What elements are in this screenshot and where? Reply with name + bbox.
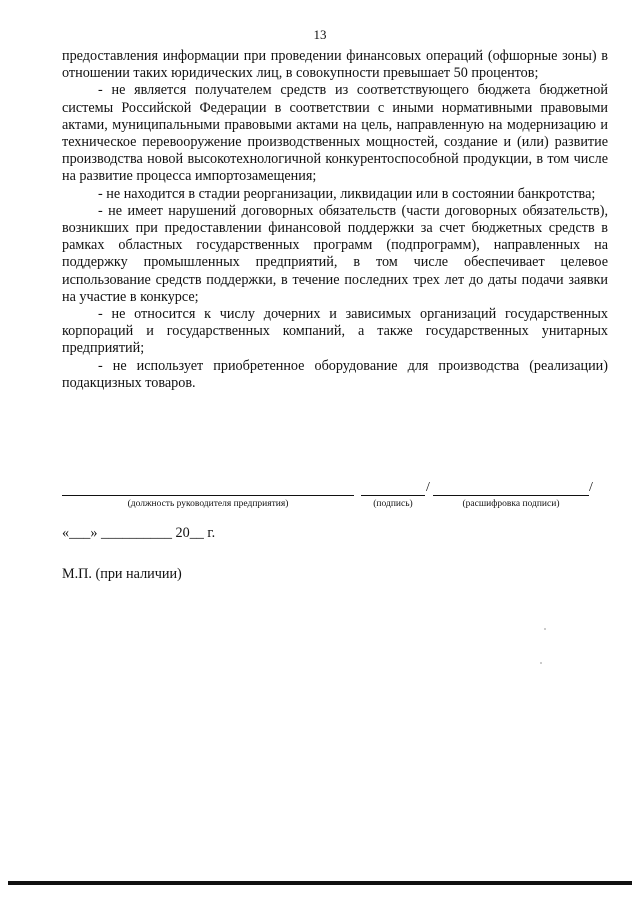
signature-block: [0, 478, 640, 518]
decoding-line: [433, 495, 589, 496]
paragraph-budget-funds: - не является получателем средств из соответствующего бюджета бюджетной системы Российской Федерации в соответствии с иными нормативными правовыми актами, муниципальными правовыми актами на цель, направленную на модернизацию и техническое перевооружение производственных мощностей, создание и (или) развитие производства новой высокотехнологичной конкурентоспособной продукции, в том числе на развитие процесса импортозамещения;: [62, 82, 608, 185]
paragraph-contract-violations: - не имеет нарушений договорных обязательств (части договорных обязательств), возникших при предоставлении финансовой поддержки за счет бюджетных средств в рамках областных государственных программ (подпрограмм), направленных на поддержку промышленных предприятий, в том числе обеспечивает целевое использование средств поддержки, в течение последних трех лет до даты подачи заявки на участие в конкурсе;: [62, 202, 608, 305]
document-body: [62, 48, 608, 392]
signature-caption: (подпись): [373, 499, 413, 509]
scan-speck: [540, 662, 542, 664]
decoding-slash: /: [589, 480, 593, 495]
paragraph-continuation: предоставления информации при проведении финансовых операций (офшорные зоны) в отношении таких юридических лиц, в совокупности превышает 50 процентов;: [62, 48, 608, 82]
paragraph-reorganization: - не находится в стадии реорганизации, ликвидации или в состоянии банкротства;: [98, 185, 596, 202]
stamp-placeholder: М.П. (при наличии): [62, 566, 182, 582]
position-caption: (должность руководителя предприятия): [127, 499, 289, 509]
date-line: «___» __________ 20__ г.: [62, 525, 216, 541]
scan-speck: [544, 628, 546, 630]
paragraph-excise-goods: - не использует приобретенное оборудование для производства (реализации) подакцизных товаров.: [62, 357, 608, 391]
position-line: [62, 495, 354, 496]
page-number: 13: [313, 27, 327, 42]
signature-slash: /: [426, 480, 430, 495]
bottom-border: [8, 881, 632, 885]
decoding-caption: (расшифровка подписи): [462, 499, 560, 509]
paragraph-subsidiaries: - не относится к числу дочерних и зависимых организаций государственных корпораций и государственных компаний, а также государственных унитарных предприятий;: [62, 306, 608, 357]
signature-line: [361, 495, 425, 496]
